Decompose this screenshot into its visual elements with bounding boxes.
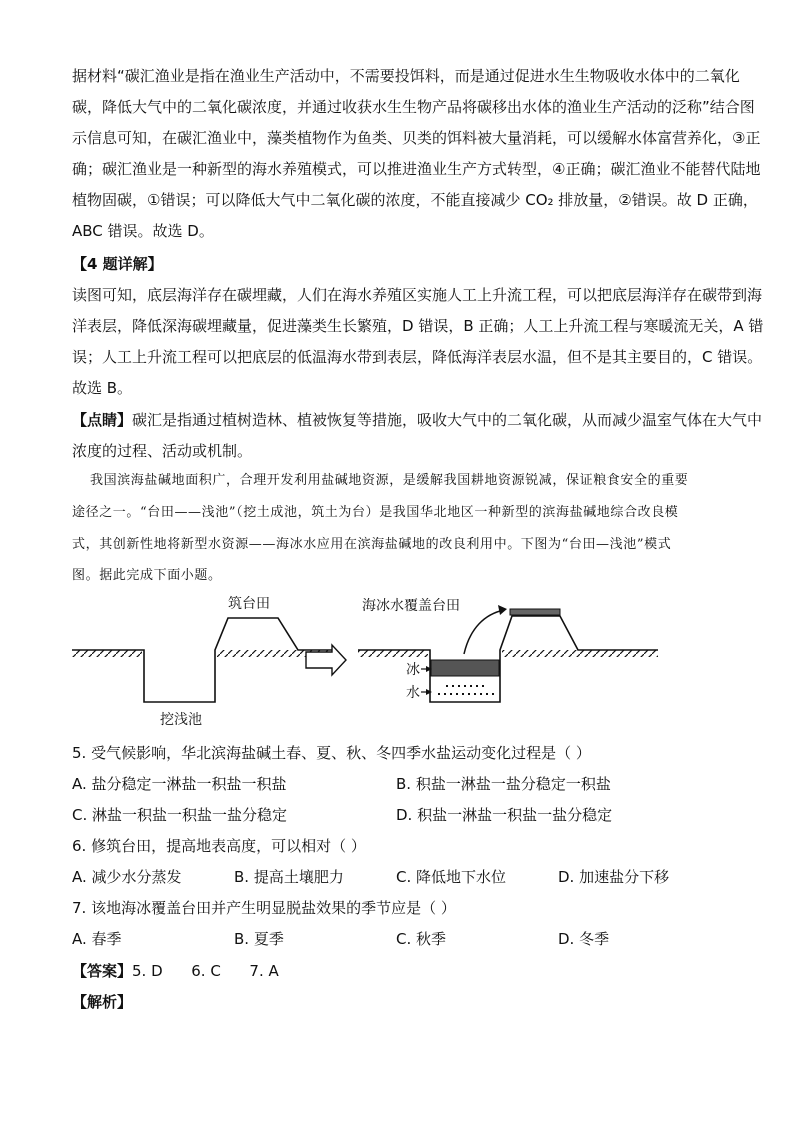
ice-label: 冰 (406, 662, 420, 678)
option-a: A. 减少水分蒸发 (72, 868, 182, 886)
q4-line: 误；人工上升流工程可以把底层的低温海水带到表层，降低海洋表层水温，但不是其主要目的，C 错误。 (72, 348, 763, 366)
option-b: B. 积盐一淋盐一盐分稳定一积盐 (396, 775, 611, 793)
analysis-line: 确；碳汇渔业是一种新型的海水养殖模式，可以推进渔业生产方式转型，④正确；碳汇渔业不能替代陆地 (72, 160, 761, 178)
option-b: B. 提高土壤肥力 (234, 868, 344, 886)
q4-line: 故选 B。 (72, 379, 133, 397)
intro-line: 图。据此完成下面小题。 (72, 568, 222, 583)
water-label: 水 (406, 685, 420, 701)
intro-line: 途径之一。“台田——浅池”（挖土成池，筑土为台）是我国华北地区一种新型的滨海盐碱地综合改良模 (72, 505, 679, 520)
dig-pond-label: 挖浅池 (160, 712, 202, 728)
option-d: D. 加速盐分下移 (558, 868, 670, 886)
ground-hatch (358, 650, 428, 657)
tip-line (72, 410, 762, 430)
question-stem: 6. 修筑台田，提高地表高度，可以相对（ ） (72, 837, 366, 855)
option-d: D. 冬季 (558, 930, 610, 948)
analysis-line: ABC 错误。故选 D。 (72, 222, 214, 240)
answer-label: 【答案】 (72, 962, 133, 980)
build-field-label: 筑台田 (228, 596, 270, 612)
ground-line (72, 618, 335, 702)
intro-line: 式，其创新性地将新型水资源——海冰水应用在滨海盐碱地的改良利用中。下图为“台田—浅池”模式 (72, 537, 672, 552)
before-profile (72, 596, 335, 728)
q4-line: 洋表层，降低深海碳埋藏量，促进藻类生长繁殖，D 错误，B 正确；人工上升流工程与寒暖流无关，A 错 (72, 317, 764, 335)
option-d: D. 积盐一淋盐一积盐一盐分稳定 (396, 806, 613, 824)
analysis-line: 碳，降低大气中的二氧化碳浓度，并通过收获水生生物产品将碳移出水体的渔业生产活动的泛称”结合图 (72, 98, 755, 116)
water-pointer-head-icon (426, 689, 432, 695)
intro-line: 我国滨海盐碱地面积广，合理开发利用盐碱地资源，是缓解我国耕地资源锐减，保证粮食安全的重要 (90, 473, 689, 488)
curved-arrow-icon (464, 610, 504, 654)
option-a: A. 春季 (72, 930, 122, 948)
analysis-line: 植物固碳，①错误；可以降低大气中二氧化碳的浓度，不能直接减少 CO₂ 排放量，②错误。故 D 正确， (72, 191, 758, 209)
question-stem: 5. 受气候影响，华北滨海盐碱土春、夏、秋、冬四季水盐运动变化过程是（ ） (72, 744, 591, 762)
tip-label: 【点睛】 (72, 411, 133, 429)
after-profile (358, 597, 658, 702)
ice-cover (510, 609, 560, 615)
tip-line: 浓度的过程、活动或机制。 (72, 442, 253, 460)
ice-layer (431, 660, 499, 676)
analysis-line: 据材料“碳汇渔业是指在渔业生产活动中，不需要投饵料，而是通过促进水生生物吸收水体中的二氧化 (72, 67, 740, 85)
arrowhead-icon (498, 605, 507, 615)
answer-line (72, 961, 279, 981)
option-c: C. 淋盐一积盐一积盐一盐分稳定 (72, 806, 288, 824)
option-b: B. 夏季 (234, 930, 284, 948)
ice-cover-label: 海冰水覆盖台田 (362, 598, 460, 614)
tip-text: 碳汇是指通过植树造林、植被恢复等措施，吸收大气中的二氧化碳，从而减少温室气体在大气中 (132, 411, 763, 429)
q4-heading: 【4 题详解】 (72, 255, 163, 273)
analysis-line: 示信息可知，在碳汇渔业中，藻类植物作为鱼类、贝类的饵料被大量消耗，可以缓解水体富营养化，③正 (72, 129, 761, 147)
q4-line: 读图可知，底层海洋存在碳埋藏，人们在海水养殖区实施人工上升流工程，可以把底层海洋存在碳带到海 (72, 286, 763, 304)
analysis-heading: 【解析】 (72, 993, 133, 1011)
terrace-pond-diagram (60, 590, 680, 740)
option-a: A. 盐分稳定一淋盐一积盐一积盐 (72, 775, 287, 793)
question-stem: 7. 该地海冰覆盖台田并产生明显脱盐效果的季节应是（ ） (72, 899, 456, 917)
ground-hatch (502, 650, 658, 657)
option-c: C. 降低地下水位 (396, 868, 507, 886)
ground-hatch (72, 650, 142, 657)
option-c: C. 秋季 (396, 930, 447, 948)
answer-text: 5. D 6. C 7. A (132, 962, 279, 980)
ground-line (358, 616, 658, 702)
